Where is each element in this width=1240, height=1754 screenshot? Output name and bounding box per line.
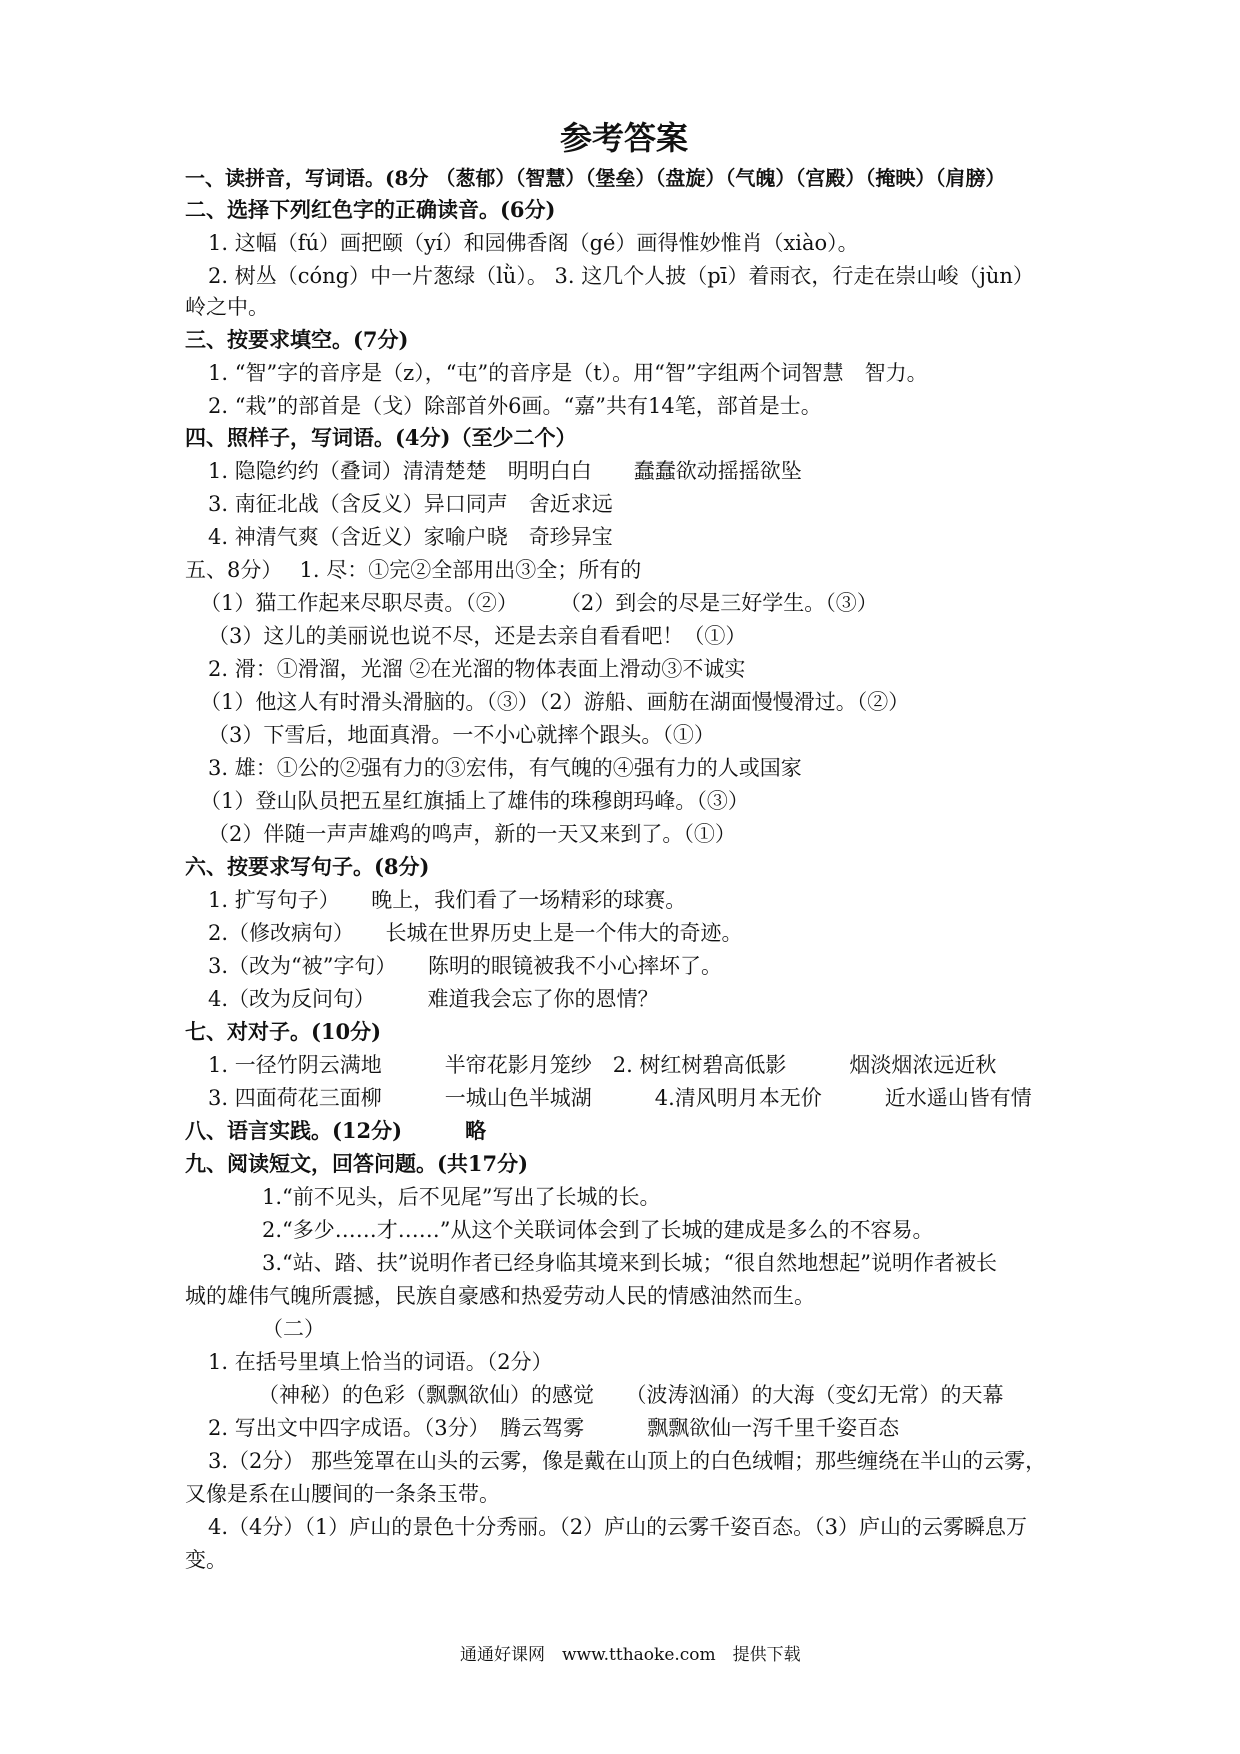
page-title: 参考答案 (560, 119, 689, 157)
section-5-heading: 五、8分） 1. 尽：①完②全部用出③全；所有的 (185, 558, 642, 582)
page-footer: 通通好课网 www.tthaoke.com 提供下载 (460, 1645, 801, 1665)
section-6-heading: 六、按要求写句子。(8分) (185, 854, 430, 879)
section-3-heading: 三、按要求填空。(7分) (185, 327, 409, 352)
subsection-2-heading: （二） (262, 1317, 325, 1341)
line-4-4: 4. 神清气爽（含近义）家喻户晓 奇珍异宝 (208, 525, 613, 549)
line-2-2: 2. 树丛（cóng）中一片葱绿（lǜ）。 3. 这几个人披（pī）着雨衣，行走在崇山峻（jùn） (208, 264, 1034, 288)
line-9b-1: 1. 在括号里填上恰当的词语。（2分） (208, 1350, 553, 1374)
line-4-3: 3. 南征北战（含反义）异口同声 舍近求远 (208, 492, 613, 516)
line-3-2: 2. “栽”的部首是（戈）除部首外6画。“嘉”共有14笔，部首是士。 (208, 394, 822, 418)
line-9b-4-cont: 变。 (185, 1548, 227, 1572)
line-5-1b: （3）这儿的美丽说也说不尽，还是去亲自看看吧！（①） (208, 624, 747, 648)
section-4-heading: 四、照样子，写词语。(4分)（至少二个） (185, 425, 577, 450)
line-4-1: 1. 隐隐约约（叠词）清清楚楚 明明白白 蠢蠢欲动摇摇欲坠 (208, 459, 802, 483)
section-7-heading: 七、对对子。(10分) (185, 1019, 382, 1044)
line-6-2: 2.（修改病句） 长城在世界历史上是一个伟大的奇迹。 (208, 921, 743, 945)
line-7-1: 1. 一径竹阴云满地 半帘花影月笼纱 2. 树红树碧高低影 烟淡烟浓远近秋 (208, 1053, 997, 1077)
line-3-1: 1. “智”字的音序是（z），“屯”的音序是（t）。用“智”字组两个词智慧 智力。 (208, 361, 928, 385)
line-7-2: 3. 四面荷花三面柳 一城山色半城湖 4.清风明月本无价 近水遥山皆有情 (208, 1086, 1032, 1110)
line-9b-1-answers: （神秘）的色彩（飘飘欲仙）的感觉 （波涛汹涌）的大海（变幻无常）的天幕 (258, 1383, 1004, 1407)
line-9-3-cont: 城的雄伟气魄所震撼，民族自豪感和热爱劳动人民的情感油然而生。 (185, 1284, 815, 1308)
line-9-2: 2.“多少……才……”从这个关联词体会到了长城的建成是多么的不容易。 (262, 1218, 934, 1242)
line-5-2b: （3）下雪后，地面真滑。一不小心就摔个跟头。（①） (208, 723, 715, 747)
line-6-3: 3.（改为“被”字句） 陈明的眼镜被我不小心摔坏了。 (208, 954, 723, 978)
line-5-2a: （1）他这人有时滑头滑脑的。（③）（2）游船、画舫在湖面慢慢滑过。（②） (200, 690, 910, 714)
line-9-1: 1.“前不见头，后不见尾”写出了长城的长。 (262, 1185, 661, 1209)
line-5-2: 2. 滑：①滑溜，光溜 ②在光溜的物体表面上滑动③不诚实 (208, 657, 746, 681)
line-9-3: 3.“站、踏、扶”说明作者已经身临其境来到长城；“很自然地想起”说明作者被长 (262, 1251, 997, 1275)
line-5-3a: （1）登山队员把五星红旗插上了雄伟的珠穆朗玛峰。（③） (200, 789, 749, 813)
line-6-1: 1. 扩写句子） 晚上，我们看了一场精彩的球赛。 (208, 888, 687, 912)
line-2-1: 1. 这幅（fú）画把颐（yí）和园佛香阁（gé）画得惟妙惟肖（xiào）。 (208, 231, 859, 255)
line-5-3: 3. 雄：①公的②强有力的③宏伟，有气魄的④强有力的人或国家 (208, 756, 802, 780)
line-9b-2: 2. 写出文中四字成语。（3分） 腾云驾雾 飘飘欲仙一泻千里千姿百态 (208, 1416, 900, 1440)
line-6-4: 4.（改为反问句） 难道我会忘了你的恩情？ (208, 987, 659, 1011)
line-9b-3-cont: 又像是系在山腰间的一条条玉带。 (185, 1482, 500, 1506)
line-9b-3: 3.（2分） 那些笼罩在山头的云雾，像是戴在山顶上的白色绒帽；那些缠绕在半山的云雾， (208, 1449, 1047, 1473)
line-9b-4: 4.（4分）（1）庐山的景色十分秀丽。（2）庐山的云雾千姿百态。（3）庐山的云雾瞬息万 (208, 1515, 1027, 1539)
line-5-3b: （2）伴随一声声雄鸡的鸣声，新的一天又来到了。（①） (208, 822, 736, 846)
section-9-heading: 九、阅读短文，回答问题。(共17分) (185, 1151, 529, 1176)
line-2-2-cont: 岭之中。 (185, 295, 269, 319)
section-8-heading: 八、语言实践。(12分) 略 (185, 1118, 487, 1143)
section-1-heading: 一、读拼音，写词语。(8分 （葱郁）（智慧）（堡垒）（盘旋）（气魄）（宫殿）（掩映）（肩膀） (185, 166, 1006, 190)
line-5-1a: （1）猫工作起来尽职尽责。（②） （2）到会的尽是三好学生。（③） (200, 591, 878, 615)
section-2-heading: 二、选择下列红色字的正确读音。(6分) (185, 197, 556, 222)
